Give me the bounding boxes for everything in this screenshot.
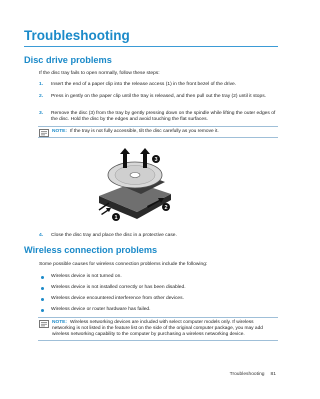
callout-2-label: 2 (164, 205, 168, 211)
callout-3-label: 3 (154, 157, 158, 163)
bullet-icon (41, 287, 44, 290)
page-footer (224, 372, 276, 377)
wireless-heading: Wireless connection problems (24, 245, 158, 255)
page-title: Troubleshooting (24, 28, 130, 43)
step-1 (39, 82, 277, 88)
note-body (52, 318, 278, 340)
note-icon (39, 320, 49, 328)
footer-section: Troubleshooting (229, 372, 265, 377)
step-text: Press in gently on the paper clip until the tray is released, and then pull out the tray (2) until it stops. (51, 94, 267, 99)
bullet-text: Wireless device is not turned on. (51, 274, 122, 279)
disc-removal-illustration (95, 148, 173, 225)
wireless-note (38, 317, 278, 341)
note-body (52, 127, 278, 137)
wireless-intro: Some possible causes for wireless connection problems include the following: (39, 262, 208, 267)
title-rule (24, 46, 278, 47)
bullet-text: Wireless device or router hardware has failed. (51, 307, 151, 312)
page-number: 81 (270, 372, 276, 377)
step-2 (39, 94, 277, 100)
disc-intro: If the disc tray fails to open normally, follow these steps: (39, 71, 160, 76)
step-number: 3. (39, 111, 44, 116)
disc-drive-heading: Disc drive problems (24, 55, 112, 65)
step-text: Remove the disc (3) from the tray by gently pressing down on the spindle while lifting the outer edges of the disc. Hold the disc by the edges and avoid touching the flat surfaces. (51, 111, 276, 122)
step-3 (39, 111, 277, 123)
bullet-item (39, 307, 277, 313)
callout-1-label: 1 (114, 215, 118, 221)
bullet-text: Wireless device encountered interference from other devices. (51, 296, 184, 301)
note-label: NOTE: (52, 129, 67, 134)
step-text: Insert the end of a paper clip into the release access (1) in the front bezel of the drive. (51, 82, 237, 87)
step-number: 1. (39, 82, 44, 87)
step-text: Close the disc tray and place the disc in a protective case. (51, 233, 177, 238)
note-text: If the tray is not fully accessible, tilt the disc carefully as you remove it. (69, 129, 219, 134)
step-4 (39, 233, 277, 239)
note-text: Wireless networking devices are included with select computer models only. If wireless networking is not listed in the feature list on the side of the original computer package, you may add wireless networking capability to the computer by purchasing a wireless networking device. (52, 320, 263, 337)
disc-spindle (130, 173, 140, 178)
disc-note (38, 126, 278, 138)
bullet-item (39, 296, 277, 302)
note-icon (39, 129, 49, 137)
bullet-text: Wireless device is not installed correctly or has been disabled. (51, 285, 186, 290)
step-number: 2. (39, 94, 44, 99)
step-number: 4. (39, 233, 44, 238)
bullet-icon (41, 309, 44, 312)
press-arrow (101, 208, 111, 215)
bullet-item (39, 285, 277, 291)
bullet-icon (41, 298, 44, 301)
note-label: NOTE: (52, 320, 67, 325)
bullet-icon (41, 276, 44, 279)
bullet-item (39, 274, 277, 280)
